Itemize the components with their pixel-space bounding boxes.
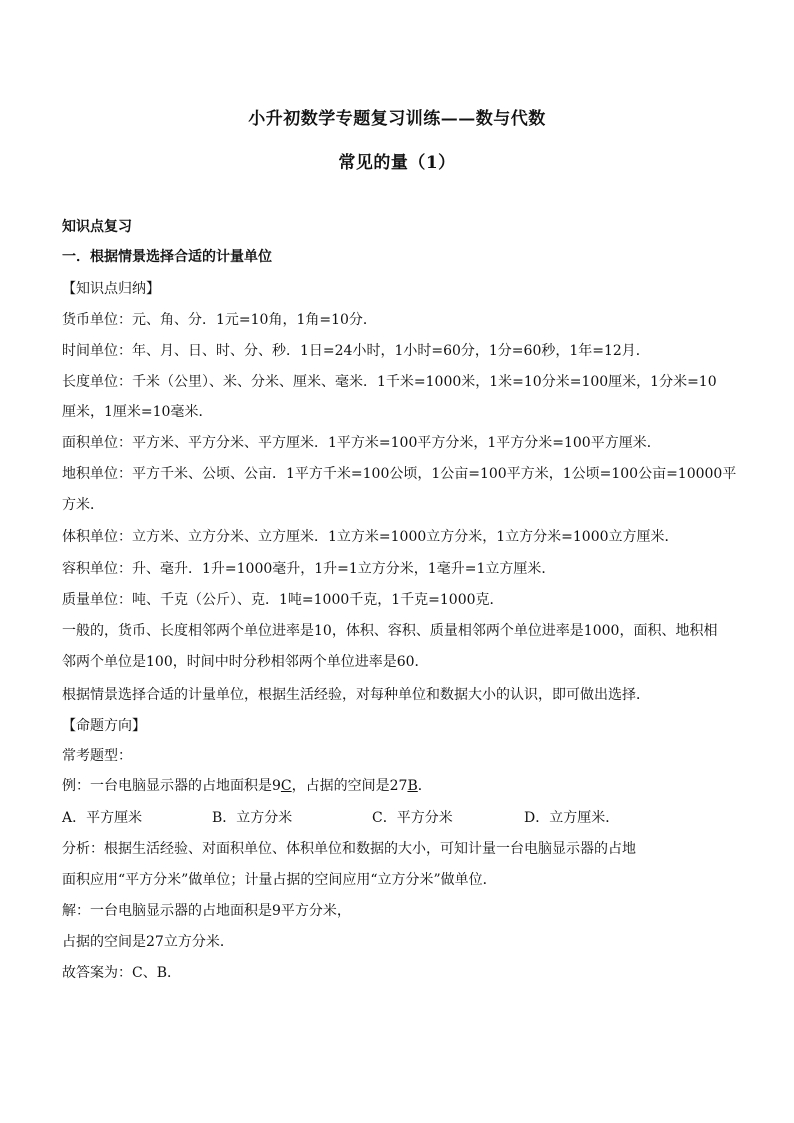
text-line: 根据情景选择合适的计量单位，根据生活经验，对每种单位和数据大小的认识，即可做出选择． — [62, 687, 650, 703]
text-line: 质量单位：吨、千克（公斤）、克．1吨=1000千克，1千克=1000克． — [62, 592, 504, 608]
option-d: D．立方厘米． — [524, 810, 620, 826]
common-type-label: 常考题型： — [62, 748, 132, 764]
topic-heading: 一．根据情景选择合适的计量单位 — [62, 249, 272, 265]
text-line: 货币单位：元、角、分．1元=10角，1角=10分． — [62, 312, 377, 328]
text-line: 一般的，货币、长度相邻两个单位进率是10，体积、容积、质量相邻两个单位进率是1000，面积、地积相 — [62, 623, 718, 639]
text-line: 邻两个单位是100，时间中时分秒相邻两个单位进率是60． — [62, 654, 429, 670]
text-line: 面积单位：平方米、平方分米、平方厘米．1平方米=100平方分米，1平方分米=100平方厘米． — [62, 435, 661, 451]
solution-line: 解：一台电脑显示器的占地面积是9平方分米， — [62, 903, 351, 919]
option-a: A．平方厘米 — [62, 810, 143, 826]
analysis-line: 面积应用“平方分米”做单位；计量占据的空间应用“立方分米”做单位． — [62, 872, 497, 888]
direction-tag: 【命题方向】 — [62, 718, 146, 734]
example-suffix: ． — [417, 778, 432, 794]
document-subtitle: 常见的量（1） — [338, 153, 456, 173]
text-line: 体积单位：立方米、立方分米、立方厘米．1立方米=1000立方分米，1立方分米=1000立方厘米． — [62, 529, 679, 545]
text-line: 厘米，1厘米=10毫米． — [62, 404, 213, 420]
section-heading: 知识点复习 — [62, 219, 132, 235]
option-b: B．立方分米 — [212, 810, 293, 826]
text-line: 容积单位：升、毫升．1升=1000毫升，1升=1立方分米，1毫升=1立方厘米． — [62, 561, 556, 577]
example-prefix: 例：一台电脑显示器的占地面积是9 — [62, 778, 281, 794]
text-line: 时间单位：年、月、日、时、分、秒．1日=24小时，1小时=60分，1分=60秒，1年=12月． — [62, 343, 650, 359]
option-c: C．平方分米 — [372, 810, 453, 826]
example-question — [62, 776, 734, 796]
answer-blank-1: C — [280, 778, 292, 794]
text-line: 方米． — [62, 497, 104, 513]
document-title: 小升初数学专题复习训练——数与代数 — [248, 109, 546, 129]
answer-blank-2: B — [407, 778, 418, 794]
summary-tag: 【知识点归纳】 — [62, 281, 160, 297]
text-line: 长度单位：千米（公里）、米、分米、厘米、毫米．1千米=1000米，1米=10分米=100厘米，1分米=10 — [62, 374, 717, 390]
example-middle: ，占据的空间是27 — [291, 778, 408, 794]
text-line: 地积单位：平方千米、公顷、公亩．1平方千米=100公顷，1公亩=100平方米，1公顷=100公亩=10000平 — [62, 466, 737, 482]
analysis-line: 分析：根据生活经验、对面积单位、体积单位和数据的大小，可知计量一台电脑显示器的占地 — [62, 841, 636, 857]
solution-line: 占据的空间是27立方分米． — [62, 934, 234, 950]
options-row — [62, 808, 734, 828]
answer-line: 故答案为：C、B． — [62, 965, 181, 981]
